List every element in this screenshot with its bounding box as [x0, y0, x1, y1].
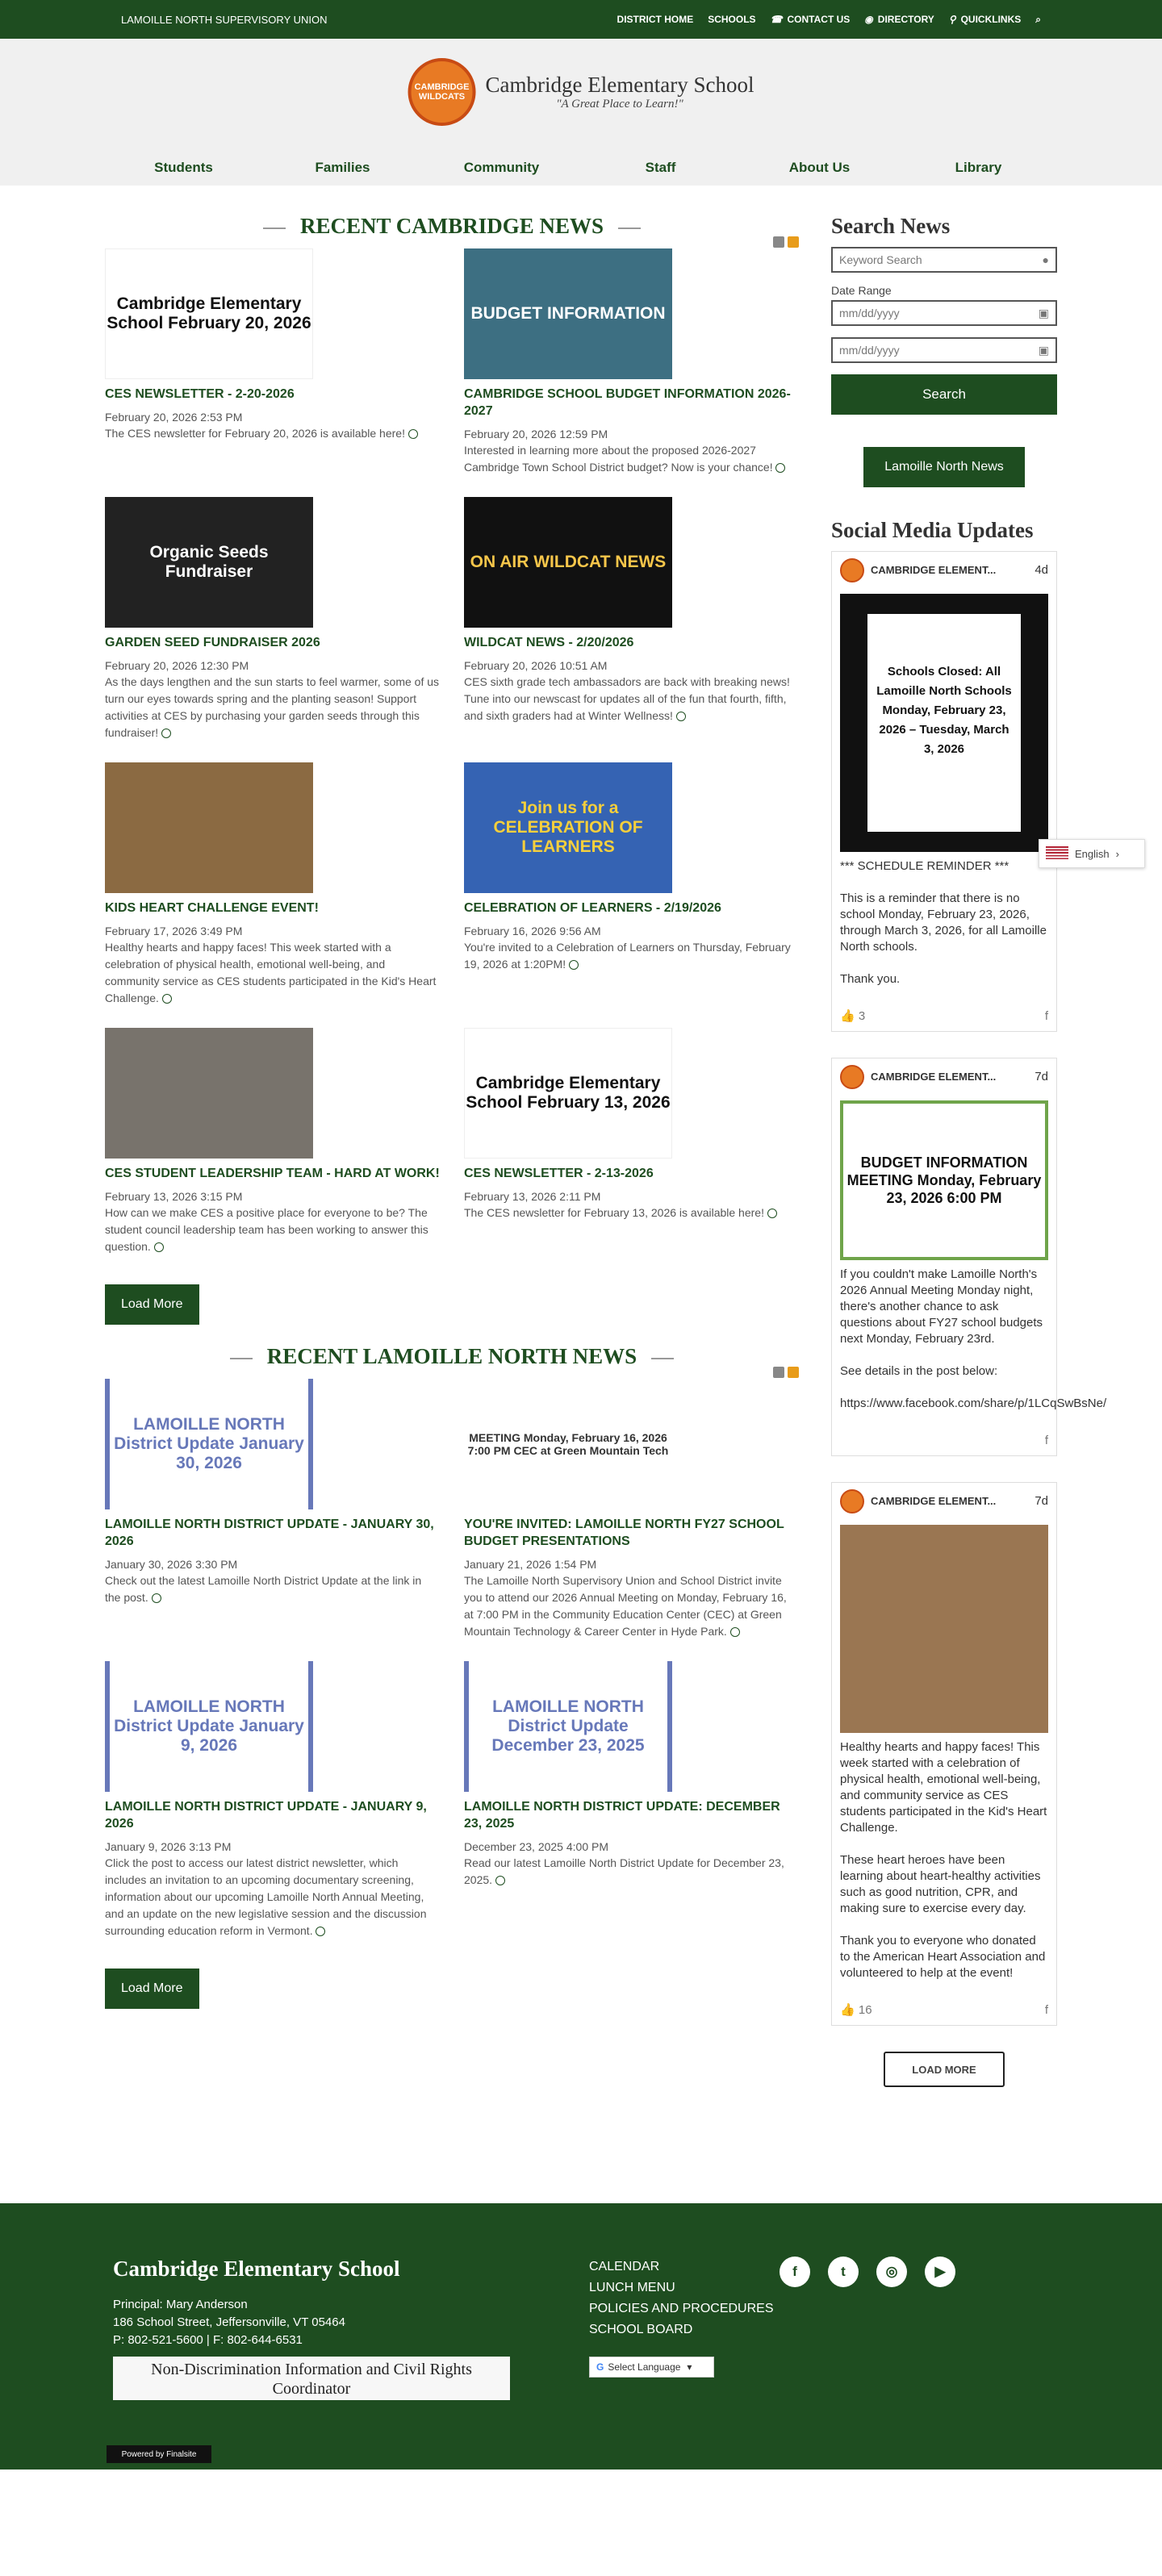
facebook-icon[interactable]: f: [1044, 2003, 1048, 2017]
read-more-icon[interactable]: [162, 994, 172, 1004]
district-home-link[interactable]: DISTRICT HOME: [617, 14, 694, 25]
language-selector[interactable]: [1039, 839, 1145, 868]
avatar: [840, 1065, 864, 1089]
news-card[interactable]: [105, 248, 440, 476]
news-date: February 20, 2026 12:30 PM: [105, 659, 249, 672]
facebook-icon[interactable]: f: [1044, 1009, 1048, 1023]
read-more-icon[interactable]: [676, 712, 686, 721]
language-label: English: [1075, 847, 1110, 860]
nav-about-us[interactable]: About Us: [788, 160, 851, 175]
news-summary: As the days lengthen and the sun starts to feel warmer, some of us turn our eyes towards spring and the planting season! Support activities at CES by purchasing your garden seeds through this fundraiser!: [105, 675, 440, 739]
site-footer: [0, 2203, 1162, 2470]
select-language[interactable]: [589, 2357, 714, 2378]
read-more-icon[interactable]: [569, 960, 579, 970]
topbar: [0, 0, 1162, 39]
nav-community[interactable]: Community: [463, 160, 540, 175]
news-title[interactable]: CAMBRIDGE SCHOOL BUDGET INFORMATION 2026-2027: [464, 387, 791, 418]
date-range-label: Date Range: [831, 284, 892, 297]
read-more-icon[interactable]: [775, 463, 785, 473]
nondiscrimination-link[interactable]: Non-Discrimination Information and Civil Rights Coordinator: [113, 2357, 510, 2400]
calendar-icon[interactable]: [788, 1367, 799, 1378]
twitter-icon[interactable]: t: [828, 2257, 859, 2287]
news-summary: The CES newsletter for February 20, 2026 is available here!: [105, 427, 405, 440]
post-author[interactable]: CAMBRIDGE ELEMENT...: [871, 1070, 997, 1083]
post-age: 7d: [1035, 1070, 1048, 1083]
footer-school-name: Cambridge Elementary School: [113, 2257, 400, 2281]
top-links: [617, 14, 1041, 26]
facebook-icon[interactable]: f: [780, 2257, 810, 2287]
lamoille-news-grid: [105, 1379, 799, 1960]
cambridge-news-heading: [105, 214, 799, 239]
news-thumb: BUDGET INFORMATION: [464, 248, 672, 379]
chevron-right-icon: ›: [1115, 847, 1119, 860]
read-more-icon[interactable]: [161, 729, 171, 738]
brand[interactable]: [408, 58, 754, 126]
phone: P: 802-521-5600 | F: 802-644-6531: [113, 2333, 303, 2347]
news-date: December 23, 2025 4:00 PM: [464, 1840, 608, 1853]
link-icon: ⚲: [948, 14, 956, 25]
read-more-icon[interactable]: [154, 1242, 164, 1252]
social-post[interactable]: [831, 1058, 1107, 1456]
news-card[interactable]: [464, 497, 799, 741]
news-summary: Click the post to access our latest district newsletter, which includes an invitation to an upcoming documentary screening, information about our upcoming Lamoille North Annual Meeting, and an update on the new legislative session and the discussion surrounding education reform in Vermont.: [105, 1856, 427, 1937]
post-image[interactable]: [840, 1525, 1048, 1733]
school-title: Cambridge Elementary School: [485, 73, 754, 97]
news-summary: The Lamoille North Supervisory Union and School District invite you to attend our 2026 Annual Meeting on Monday, February 16, at 7:00 PM in the Community Education Center (CEC) at Green Mountain Technology & Career Center in Hyde Park.: [464, 1574, 787, 1638]
news-title[interactable]: CES NEWSLETTER - 2-20-2026: [105, 387, 295, 401]
footer-contact: [113, 2296, 345, 2349]
news-card[interactable]: [105, 497, 440, 741]
post-image[interactable]: BUDGET INFORMATION MEETING Monday, February 23, 2026 6:00 PM: [840, 1100, 1048, 1260]
date-placeholder: mm/dd/yyyy: [839, 307, 900, 319]
news-date: February 20, 2026 12:59 PM: [464, 428, 608, 440]
read-more-icon[interactable]: [408, 429, 418, 439]
footer-school-board[interactable]: SCHOOL BOARD: [589, 2323, 693, 2336]
rss-icon[interactable]: [773, 236, 784, 248]
news-title[interactable]: CELEBRATION OF LEARNERS - 2/19/2026: [464, 901, 721, 915]
news-title[interactable]: WILDCAT NEWS - 2/20/2026: [464, 636, 634, 649]
news-thumb: LAMOILLE NORTH District Update December 23, 2025: [464, 1661, 672, 1792]
news-card[interactable]: [464, 1379, 799, 1640]
news-title[interactable]: LAMOILLE NORTH DISTRICT UPDATE: DECEMBER 23, 2025: [464, 1800, 780, 1831]
end-date-input[interactable]: [831, 337, 1057, 363]
site-header: [0, 39, 1162, 186]
flag-icon: [1046, 846, 1068, 861]
calendar-icon[interactable]: ▣: [1038, 343, 1049, 357]
news-summary: The CES newsletter for February 13, 2026 is available here!: [464, 1206, 764, 1219]
news-summary: Check out the latest Lamoille North District Update at the link in the post.: [105, 1574, 422, 1604]
footer-lunch-menu[interactable]: LUNCH MENU: [589, 2281, 675, 2294]
news-date: January 30, 2026 3:30 PM: [105, 1558, 238, 1571]
news-thumb: Organic Seeds Fundraiser: [105, 497, 313, 628]
nav-library[interactable]: Library: [955, 160, 1002, 175]
news-thumb: MEETING Monday, February 16, 2026 7:00 PM CEC at Green Mountain Tech: [464, 1379, 672, 1509]
search-button[interactable]: Search: [831, 374, 1057, 415]
like-icon[interactable]: 👍: [840, 1009, 855, 1023]
start-date-input[interactable]: [831, 300, 1057, 326]
news-title[interactable]: LAMOILLE NORTH DISTRICT UPDATE - JANUARY 9, 2026: [105, 1800, 427, 1831]
schools-link[interactable]: SCHOOLS: [708, 14, 756, 25]
post-text: *** SCHEDULE REMINDER *** This is a reminder that there is no school Monday, February 23, 2026, through March 3, 2026, for all Lamoille North schools. Thank you.: [840, 859, 1047, 986]
post-text: Healthy hearts and happy faces! This week started with a celebration of physical health, emotional well-being, and community service as CES students participated in the Kid's Heart Challenge. These heart heroes have been learning about heart-healthy activities such as good nutrition, CPR, and making sure to exercise every day. Thank you to everyone who donated to the American Heart Association and volunteered to help at the event!: [840, 1740, 1047, 1980]
news-card[interactable]: [464, 1028, 799, 1255]
social-heading: Social Media Updates: [831, 518, 1034, 542]
footer-policies[interactable]: POLICIES AND PROCEDURES: [589, 2302, 774, 2315]
youtube-icon[interactable]: ▶: [925, 2257, 955, 2287]
like-count: 3: [858, 1009, 866, 1023]
like-count: 16: [858, 2003, 872, 2017]
principal: Principal: Mary Anderson: [113, 2298, 248, 2311]
avatar: [840, 1489, 864, 1513]
news-date: February 16, 2026 9:56 AM: [464, 925, 601, 937]
lamoille-news-heading: [105, 1344, 799, 1369]
news-title[interactable]: YOU'RE INVITED: LAMOILLE NORTH FY27 SCHOOL BUDGET PRESENTATIONS: [464, 1518, 784, 1548]
section-heading: RECENT CAMBRIDGE NEWS: [299, 214, 604, 238]
news-date: February 20, 2026 2:53 PM: [105, 411, 243, 424]
news-card[interactable]: [464, 1661, 799, 1939]
social-links: [780, 2257, 955, 2287]
contact-link[interactable]: CONTACT US: [787, 14, 851, 25]
facebook-icon[interactable]: f: [1044, 1434, 1048, 1447]
lamoille-north-news-button[interactable]: Lamoille North News: [863, 447, 1025, 487]
read-more-icon[interactable]: [495, 1876, 505, 1885]
quicklinks-link[interactable]: QUICKLINKS: [960, 14, 1022, 25]
rss-icon[interactable]: [773, 1367, 784, 1378]
news-thumb: [105, 762, 313, 893]
news-thumb: Cambridge Elementary School February 20, 2026: [105, 248, 313, 379]
school-logo: [408, 58, 476, 126]
clear-icon[interactable]: ●: [1042, 253, 1049, 266]
news-summary: How can we make CES a positive place for everyone to be? The student council leadership team has been working to answer this question.: [105, 1206, 428, 1253]
keyword-search-input[interactable]: [831, 247, 1057, 273]
news-card[interactable]: [105, 1379, 440, 1640]
news-date: February 13, 2026 2:11 PM: [464, 1190, 601, 1203]
main-column: [105, 214, 799, 2168]
instagram-icon[interactable]: ◎: [876, 2257, 907, 2287]
cambridge-news-grid: [105, 248, 799, 1276]
news-thumb: ON AIR WILDCAT NEWS: [464, 497, 672, 628]
post-author[interactable]: CAMBRIDGE ELEMENT...: [871, 1494, 997, 1507]
news-card[interactable]: [105, 762, 440, 1007]
news-card[interactable]: [464, 762, 799, 1007]
footer-calendar[interactable]: CALENDAR: [589, 2260, 660, 2273]
post-image-text: Schools Closed: All Lamoille North Schools Monday, February 23, 2026 – Tuesday, March 3, 2026: [867, 614, 1021, 832]
search-icon[interactable]: ⌕: [1035, 13, 1041, 25]
social-post[interactable]: [831, 551, 1057, 1032]
read-more-icon[interactable]: [767, 1209, 777, 1218]
news-card[interactable]: [105, 1028, 440, 1255]
finalsite-badge[interactable]: Powered by Finalsite: [107, 2445, 211, 2463]
post-author[interactable]: CAMBRIDGE ELEMENT...: [871, 563, 997, 576]
nav-students[interactable]: Students: [154, 160, 213, 175]
logo-text: CAMBRIDGE WILDCATS: [414, 82, 470, 102]
read-more-icon[interactable]: [152, 1593, 161, 1603]
date-placeholder: mm/dd/yyyy: [839, 344, 900, 357]
social-post[interactable]: [831, 1482, 1057, 2026]
news-title[interactable]: GARDEN SEED FUNDRAISER 2026: [105, 636, 320, 649]
org-link[interactable]: LAMOILLE NORTH SUPERVISORY UNION: [121, 13, 328, 26]
news-summary: CES sixth grade tech ambassadors are back with breaking news! Tune into our newscast for updates all of the fun that fourth, fifth, and sixth graders had at Winter Wellness!: [464, 675, 790, 722]
post-age: 4d: [1035, 563, 1048, 577]
school-tagline: "A Great Place to Learn!": [556, 98, 683, 111]
news-title[interactable]: CES STUDENT LEADERSHIP TEAM - HARD AT WORK!: [105, 1167, 440, 1180]
phone-icon: ☎: [770, 14, 783, 25]
like-icon[interactable]: 👍: [840, 2003, 855, 2017]
social-load-more-button[interactable]: LOAD MORE: [884, 2052, 1005, 2087]
news-summary: Healthy hearts and happy faces! This week started with a celebration of physical health, emotional well-being, and community service as CES students participated in the Kid's Heart Challenge.: [105, 941, 437, 1004]
directory-link[interactable]: DIRECTORY: [877, 14, 934, 25]
avatar: [840, 558, 864, 582]
news-date: January 21, 2026 1:54 PM: [464, 1558, 597, 1571]
post-age: 7d: [1035, 1494, 1048, 1508]
news-card[interactable]: [105, 1661, 440, 1939]
news-date: February 20, 2026 10:51 AM: [464, 659, 608, 672]
news-date: January 9, 2026 3:13 PM: [105, 1840, 232, 1853]
post-text: If you couldn't make Lamoille North's 2026 Annual Meeting Monday night, there's another chance to ask questions about FY27 school budgets next Monday, February 23rd. See details in the post below: https://www.facebook.com/share/p/1LCqSwBsNe/: [840, 1267, 1107, 1410]
read-more-icon[interactable]: [730, 1627, 740, 1637]
footer-links: [589, 2257, 774, 2340]
news-thumb: [105, 1028, 313, 1159]
main-nav: [0, 160, 1162, 176]
section-heading: RECENT LAMOILLE NORTH NEWS: [266, 1344, 637, 1368]
keyword-placeholder: Keyword Search: [839, 253, 922, 266]
news-date: February 17, 2026 3:49 PM: [105, 925, 243, 937]
dropdown-icon: ▾: [687, 2361, 692, 2373]
news-title[interactable]: KIDS HEART CHALLENGE EVENT!: [105, 901, 319, 915]
nav-staff[interactable]: Staff: [645, 160, 676, 175]
post-image[interactable]: [840, 594, 1048, 852]
directory-icon: ◉: [864, 14, 873, 25]
news-summary: Interested in learning more about the proposed 2026-2027 Cambridge Town School District budget? Now is your chance!: [464, 444, 773, 474]
news-summary: You're invited to a Celebration of Learners on Thursday, February 19, 2026 at 1:20PM!: [464, 941, 791, 971]
google-icon: G: [596, 2361, 604, 2373]
news-title[interactable]: LAMOILLE NORTH DISTRICT UPDATE - JANUARY 30, 2026: [105, 1518, 434, 1548]
select-language-label: Select Language: [608, 2361, 681, 2373]
address: 186 School Street, Jeffersonville, VT 05464: [113, 2315, 345, 2329]
lamoille-load-more-button[interactable]: Load More: [105, 1969, 199, 2009]
calendar-icon[interactable]: [788, 236, 799, 248]
news-thumb: LAMOILLE NORTH District Update January 9, 2026: [105, 1661, 313, 1792]
news-thumb: LAMOILLE NORTH District Update January 30, 2026: [105, 1379, 313, 1509]
news-summary: Read our latest Lamoille North District Update for December 23, 2025.: [464, 1856, 784, 1886]
nav-families[interactable]: Families: [315, 160, 370, 175]
news-date: February 13, 2026 3:15 PM: [105, 1190, 243, 1203]
news-card[interactable]: [464, 248, 799, 476]
calendar-icon[interactable]: ▣: [1038, 306, 1049, 319]
cambridge-load-more-button[interactable]: Load More: [105, 1284, 199, 1325]
read-more-icon[interactable]: [316, 1927, 325, 1936]
news-title[interactable]: CES NEWSLETTER - 2-13-2026: [464, 1167, 654, 1180]
search-news-heading: Search News: [831, 214, 951, 238]
news-thumb: Cambridge Elementary School February 13, 2026: [464, 1028, 672, 1159]
news-thumb: Join us for a CELEBRATION OF LEARNERS: [464, 762, 672, 893]
